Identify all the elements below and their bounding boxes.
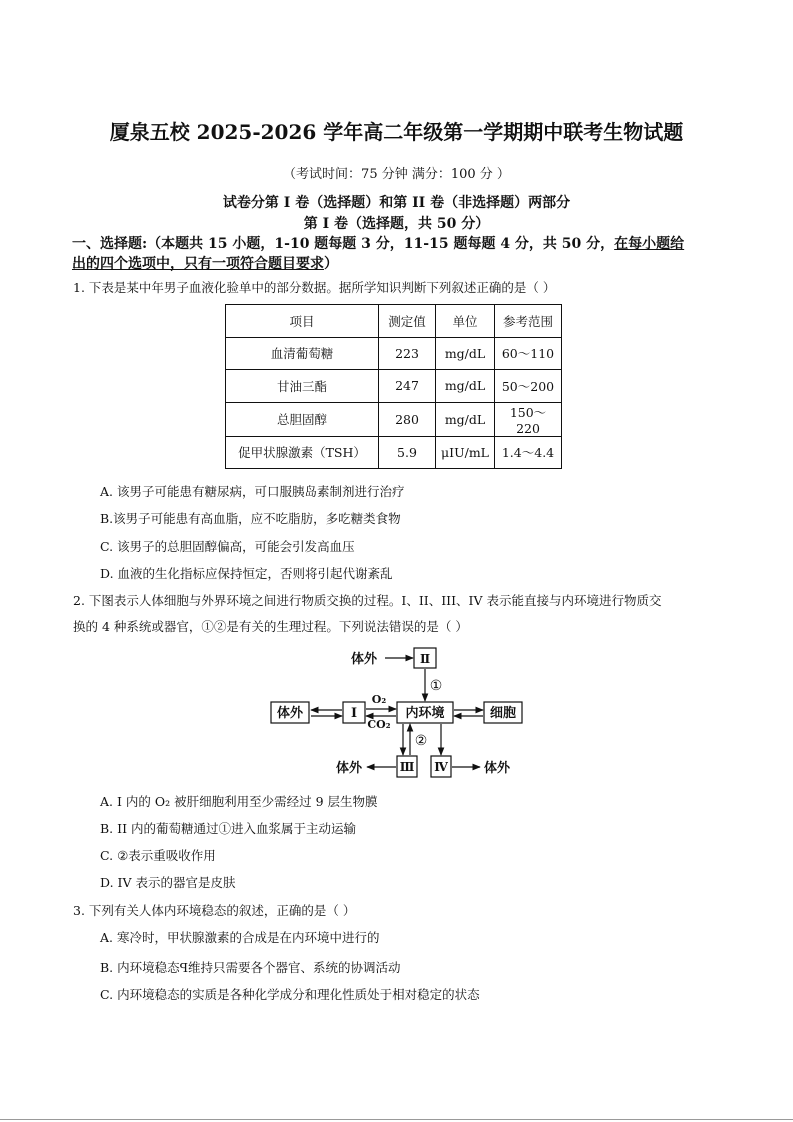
label-iii: Ⅲ [399, 760, 415, 774]
section-heading-text: 一、选择题:（本题共 15 小题，1-10 题每题 3 分，11-15 题每题 4 分，共 50 分， [72, 236, 615, 252]
label-iv: Ⅳ [434, 760, 448, 774]
table-cell: 247 [379, 370, 436, 403]
table-cell: 60～110 [495, 337, 562, 370]
label-cell: 细胞 [489, 706, 517, 721]
page-bottom-rule [0, 1119, 793, 1120]
q1-option-b: B.该男子可能患有高血脂，应不吃脂肪，多吃糖类食物 [100, 511, 401, 526]
table-cell: 280 [379, 402, 436, 436]
question-2-stem-line1: 2. 下图表示人体细胞与外界环境之间进行物质交换的过程。I、II、III、IV 表示能直接与内环境进行物质交 [73, 593, 662, 608]
label-outside-left: 体外 [276, 706, 304, 721]
label-i: I [350, 706, 358, 721]
label-process-1: ① [429, 678, 443, 694]
section-heading-underlined: 在每小题给 [614, 236, 685, 252]
label-outside-top: 体外 [351, 652, 378, 667]
table-cell: 50～200 [495, 370, 562, 403]
table-cell: mg/dL [436, 402, 495, 436]
q1-option-a: A. 该男子可能患有糖尿病，可口服胰岛素制剂进行治疗 [100, 484, 405, 499]
table-cell: 223 [379, 337, 436, 370]
question-2-stem-line2: 换的 4 种系统或器官，①②是有关的生理过程。下列说法错误的是（ ） [73, 619, 468, 634]
label-ii: Ⅱ [419, 652, 431, 666]
q3-option-b: B. 内环境稳态ꟼ维持只需要各个器官、系统的协调活动 [100, 960, 401, 975]
exam-title: 厦泉五校 2025-2026 学年高二年级第一学期期中联考生物试题 [109, 120, 684, 144]
label-internal-env: 内环境 [405, 706, 445, 721]
q2-option-d: D. IV 表示的器官是皮肤 [100, 875, 236, 890]
table-cell: 5.9 [379, 436, 436, 469]
q1-option-d: D. 血液的生化指标应保持恒定，否则将引起代谢紊乱 [100, 566, 393, 581]
table-cell: 总胆固醇 [226, 402, 379, 436]
table-cell: 促甲状腺激素（TSH） [226, 436, 379, 469]
table-header-cell: 测定值 [379, 305, 436, 338]
question-3-stem: 3. 下列有关人体内环境稳态的叙述，正确的是（ ） [73, 903, 356, 918]
q2-option-c: C. ②表示重吸收作用 [100, 848, 216, 863]
table-cell: 150～220 [495, 402, 562, 436]
section-heading-end: ） [324, 256, 338, 272]
q2-option-b: B. II 内的葡萄糖通过①进入血浆属于主动运输 [100, 821, 356, 836]
label-co2: CO₂ [367, 718, 391, 731]
q2-option-a: A. I 内的 O₂ 被肝细胞利用至少需经过 9 层生物膜 [100, 794, 378, 809]
table-header-cell: 参考范围 [495, 305, 562, 338]
q3-option-a: A. 寒冷时，甲状腺激素的合成是在内环境中进行的 [100, 930, 380, 945]
label-process-2: ② [414, 733, 428, 749]
table-cell: mg/dL [436, 337, 495, 370]
table-cell: 甘油三酯 [226, 370, 379, 403]
label-o2: O₂ [371, 693, 387, 706]
q1-option-c: C. 该男子的总胆固醇偏高，可能会引发高血压 [100, 539, 355, 554]
question-1-stem: 1. 下表是某中年男子血液化验单中的部分数据。据所学知识判断下列叙述正确的是（ ） [73, 280, 556, 295]
part-title: 第 I 卷（选择题，共 50 分） [303, 216, 490, 232]
section-heading-underlined: 出的四个选项中，只有一项符合题目要求 [72, 256, 324, 272]
paper-structure: 试卷分第 I 卷（选择题）和第 II 卷（非选择题）两部分 [222, 195, 571, 211]
table-header-cell: 单位 [436, 305, 495, 338]
q3-option-c: C. 内环境稳态的实质是各种化学成分和理化性质处于相对稳定的状态 [100, 987, 480, 1002]
table-cell: 1.4～4.4 [495, 436, 562, 469]
table-cell: mg/dL [436, 370, 495, 403]
table-cell: 血清葡萄糖 [226, 337, 379, 370]
label-outside-bottom-left: 体外 [336, 761, 363, 776]
exam-info: （考试时间：75 分钟 满分：100 分 ） [283, 167, 510, 182]
table-header-cell: 项目 [226, 305, 379, 338]
table-cell: μIU/mL [436, 436, 495, 469]
label-outside-bottom-right: 体外 [484, 761, 511, 776]
